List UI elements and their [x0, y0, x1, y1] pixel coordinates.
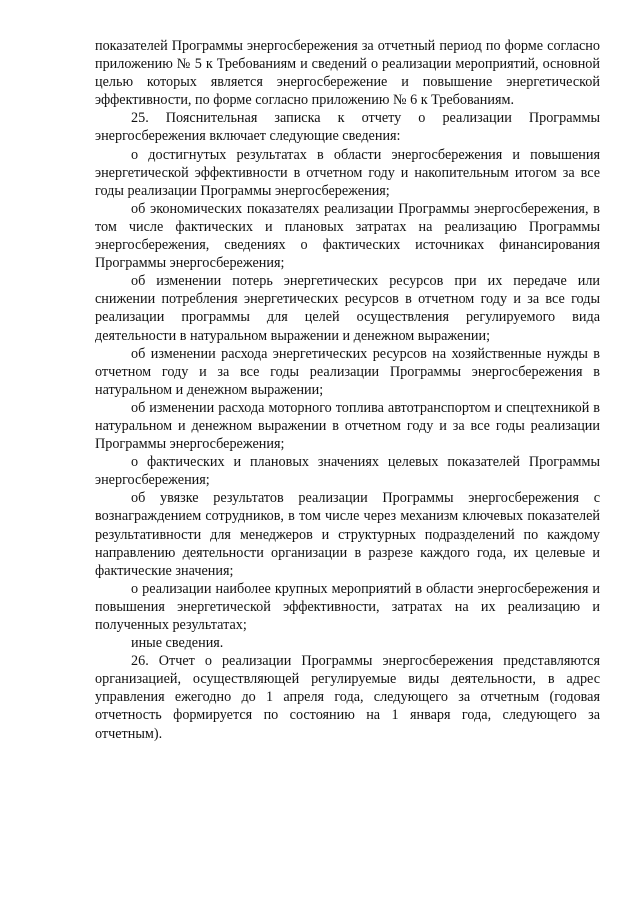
list-item: иные сведения.: [131, 635, 224, 652]
paragraph-continuation: показателей Программы энергосбережения за отчетный период по форме согласно приложению № 5 к Требованиям и сведений о реализации мероприятий, основной целью которых является энергосбережение и повышение энергетической эффективности, по форме согласно приложению № 6 к Требованиям.: [95, 38, 600, 109]
list-item: о фактических и плановых значениях целевых показателей Программы энергосбережения;: [95, 454, 600, 489]
list-item: об изменении расхода моторного топлива автотранспортом и спецтехникой в натуральном и денежном выражении в отчетном году и за все годы реализации Программы энергосбережения;: [95, 399, 600, 453]
paragraph-item-26: 26. Отчет о реализации Программы энергосбережения представляются организацией, осуществляющей регулируемые виды деятельности, в адрес управления ежегодно до 1 апреля года, следующего за отчетным (годовая отчетность формируется по состоянию на 1 января года, следующего за отчетным).: [95, 653, 600, 742]
paragraph-item-25: 25. Пояснительная записка к отчету о реализации Программы энергосбережения включает следующие сведения:: [95, 110, 600, 145]
list-item: о реализации наиболее крупных мероприятий в области энергосбережения и повышения энергетической эффективности, затратах на их реализацию и полученных результатах;: [95, 580, 600, 633]
list-item: о достигнутых результатах в области энергосбережения и повышения энергетической эффективности в отчетном году и накопительным итогом за все годы реализации Программы энергосбережения;: [95, 146, 600, 199]
list-item: об экономических показателях реализации Программы энергосбережения, в том числе фактических и плановых затратах на реализацию Программы энергосбережения, сведениях о фактических источниках финансирования Программы энергосбережения;: [95, 200, 600, 272]
list-item: об изменении расхода энергетических ресурсов на хозяйственные нужды в отчетном году и за все годы реализации Программы энергосбережения в натуральном и денежном выражении;: [95, 345, 600, 398]
document-page: [95, 37, 600, 743]
list-item: об увязке результатов реализации Программы энергосбережения с вознаграждением сотрудников, в том числе через механизм ключевых показателей результативности для менеджеров и структурных подразделений по каждому направлению деятельности организации в разрезе каждого года, их целевые и фактические значения;: [95, 490, 600, 579]
list-item: об изменении потерь энергетических ресурсов при их передаче или снижении потребления энергетических ресурсов в отчетном году и за все годы реализации программы для целей осуществления регулируемого вида деятельности в натуральном выражении и денежном выражении;: [95, 273, 600, 344]
